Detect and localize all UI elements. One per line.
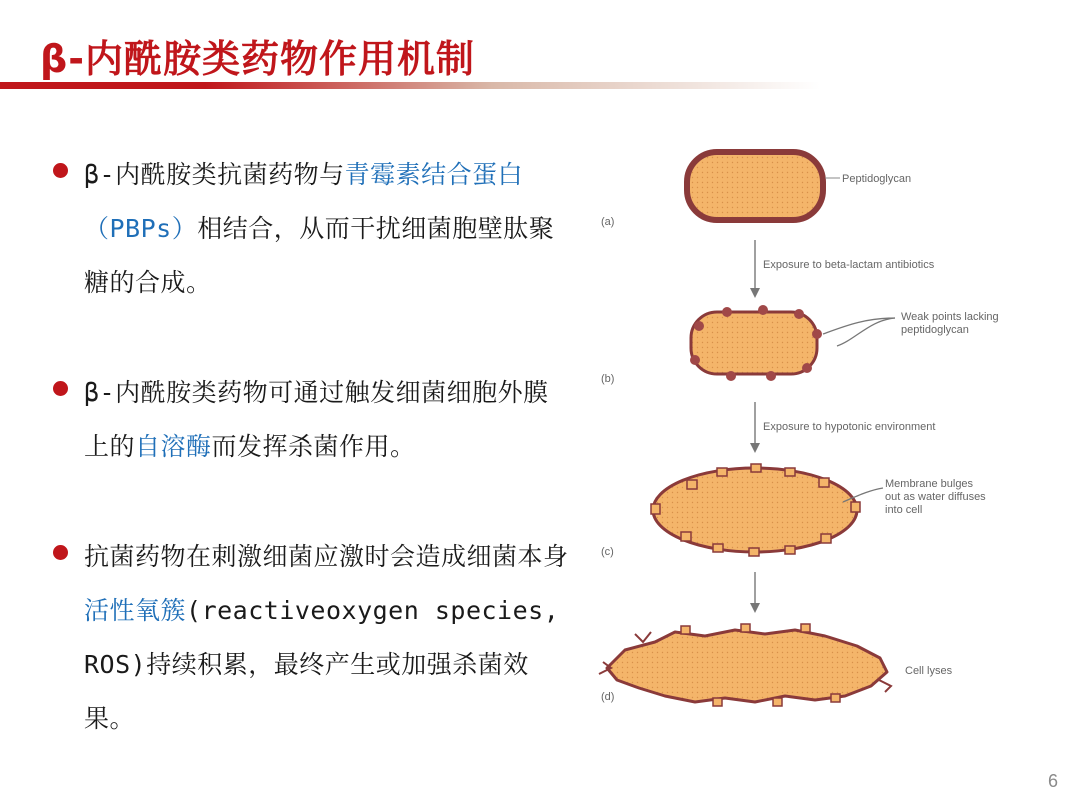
bullet-segment: β-内酰胺类抗菌药物与 bbox=[84, 160, 345, 189]
bullet-text bbox=[84, 366, 570, 474]
bullet-dot-icon bbox=[53, 381, 68, 396]
bullet-segment: 而发挥杀菌作用。 bbox=[211, 432, 416, 461]
panel-label-d: (d) bbox=[601, 691, 615, 703]
label-exposure-beta: Exposure to beta-lactam antibiotics bbox=[763, 259, 935, 271]
bullet-segment: β-内酰胺类药物可通过触发细菌细胞外膜上的 bbox=[84, 378, 549, 461]
page-number: 6 bbox=[1047, 771, 1058, 791]
label-weak-points-1: Weak points lacking bbox=[901, 311, 999, 323]
arrow-3-head-icon bbox=[750, 603, 760, 613]
bullet-segment: 相结合，从而干扰细菌胞壁肽聚糖的合成。 bbox=[84, 214, 555, 297]
bullet-dot-icon bbox=[53, 163, 68, 178]
bullet-segment: 抗菌药物在刺激细菌应激时会造成细菌本身 bbox=[84, 542, 569, 571]
label-exposure-hypotonic: Exposure to hypotonic environment bbox=[763, 421, 936, 433]
bullet-list bbox=[50, 148, 570, 802]
title-underline bbox=[0, 82, 820, 89]
bullet-highlight: 青霉素结合蛋白（PBPs） bbox=[84, 160, 524, 243]
bullet-highlight: 活性氧簇 bbox=[84, 596, 187, 625]
slide-title: β-内酰胺类药物作用机制 bbox=[40, 37, 475, 81]
label-bulges-1: Membrane bulges bbox=[885, 478, 974, 490]
bullet-text bbox=[84, 530, 570, 746]
panel-a-cell bbox=[687, 152, 823, 220]
panel-label-b: (b) bbox=[601, 373, 615, 385]
bullet-item bbox=[50, 530, 570, 746]
cell-lysis-figure bbox=[595, 140, 1025, 720]
weak-points-leader-2 bbox=[837, 318, 895, 346]
label-weak-points-2: peptidoglycan bbox=[901, 324, 969, 336]
bullet-item bbox=[50, 366, 570, 474]
panel-label-c: (c) bbox=[601, 546, 614, 558]
bullet-segment: (reactiveoxygen species, ROS)持续积累，最终产生或加强杀菌效果。 bbox=[84, 596, 560, 733]
bullet-item bbox=[50, 148, 570, 310]
label-cell-lyses: Cell lyses bbox=[905, 665, 953, 677]
bullet-highlight: 自溶酶 bbox=[135, 432, 212, 461]
label-peptidoglycan: Peptidoglycan bbox=[842, 173, 912, 185]
panel-d-cell bbox=[599, 624, 891, 706]
arrow-2-head-icon bbox=[750, 443, 760, 453]
label-bulges-2: out as water diffuses bbox=[885, 491, 986, 503]
panel-b-cell bbox=[690, 305, 822, 381]
arrow-1-head-icon bbox=[750, 288, 760, 298]
bullet-text bbox=[84, 148, 570, 310]
panel-label-a: (a) bbox=[601, 216, 615, 228]
label-bulges-3: into cell bbox=[885, 504, 923, 516]
panel-c-cell bbox=[651, 464, 860, 556]
bullet-dot-icon bbox=[53, 545, 68, 560]
